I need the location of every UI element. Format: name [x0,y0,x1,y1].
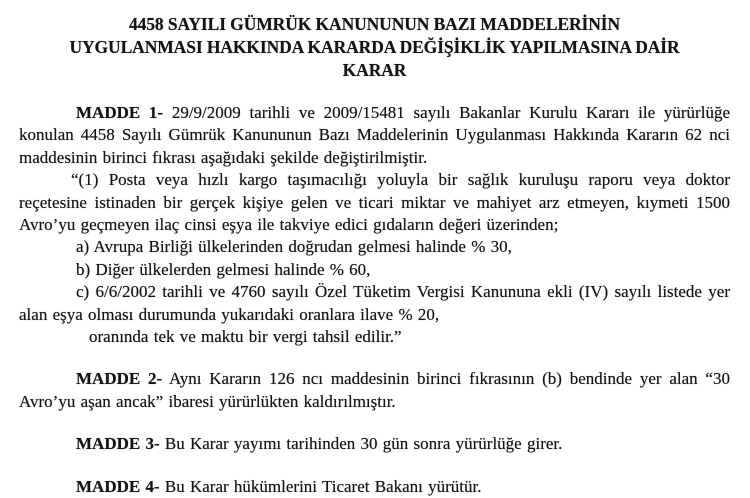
article-3-paragraph [19,433,730,455]
article-4-paragraph [19,476,730,498]
clause-closing [19,326,730,348]
clause-item-a-text: a) Avrupa Birliği ülkelerinden doğrudan gelmesi halinde % 30, [76,237,512,257]
article-4-text: Bu Karar hükümlerini Ticaret Bakanı yürütür. [159,476,482,496]
article-1-label: MADDE 1- [76,103,164,122]
title-line-2: UYGULANMASI HAKKINDA KARARDA DEĞİŞİKLİK YAPILMASINA DAİR [69,37,680,57]
amended-clause-intro [19,169,730,236]
article-4-label: MADDE 4- [76,476,160,496]
document-title [19,13,730,82]
clause-item-a [19,236,730,258]
article-1-paragraph [19,102,730,169]
clause-item-b [19,259,730,281]
clause-item-c-text: c) 6/6/2002 tarihli ve 4760 sayılı Özel Tüketim Vergisi Kanununa ekli (IV) sayılı listede yer alan eşya olması durumunda yukarıdaki oranlara ilave % 20, [19,282,730,324]
article-3-text: Bu Karar yayımı tarihinden 30 gün sonra yürürlüğe girer. [159,434,563,454]
article-2-text: Aynı Kararın 126 ncı maddesinin birinci fıkrasının (b) bendinde yer alan “30 Avro’yu aşan ancak” ibaresi yürürlükten kaldırılmıştır. [19,369,730,411]
title-line-1: 4458 SAYILI GÜMRÜK KANUNUNUN BAZI MADDELERİNİN [128,14,621,34]
article-1-text: 29/9/2009 tarihli ve 2009/15481 sayılı Bakanlar Kurulu Kararı ile yürürlüğe konulan 4458 Sayılı Gümrük Kanununun Bazı Maddelerinin Uygulanması Hakkında Kararın 62 nci maddesinin birinci fıkrası aşağıdaki şekilde değiştirilmiştir. [19,103,730,167]
amended-clause-intro-text: “(1) Posta veya hızlı kargo taşımacılığı yoluyla bir sağlık kuruluşu raporu veya doktor reçetesine istinaden bir gerçek kişiye gelen ve ticari miktar ve mahiyet arz etmeyen, kıymeti 1500 Avro’yu geçmeyen ilaç cinsi eşya ile takviye edici gıdaların değeri üzerinden; [19,170,730,235]
clause-item-c [19,281,730,326]
clause-closing-text: oranında tek ve maktu bir vergi tahsil edilir.” [89,327,402,347]
article-2-label: MADDE 2- [76,369,163,389]
article-2-paragraph [19,368,730,413]
title-line-3: KARAR [342,60,407,80]
clause-item-b-text: b) Diğer ülkelerden gelmesi halinde % 60, [76,259,371,279]
article-3-label: MADDE 3- [76,434,160,454]
